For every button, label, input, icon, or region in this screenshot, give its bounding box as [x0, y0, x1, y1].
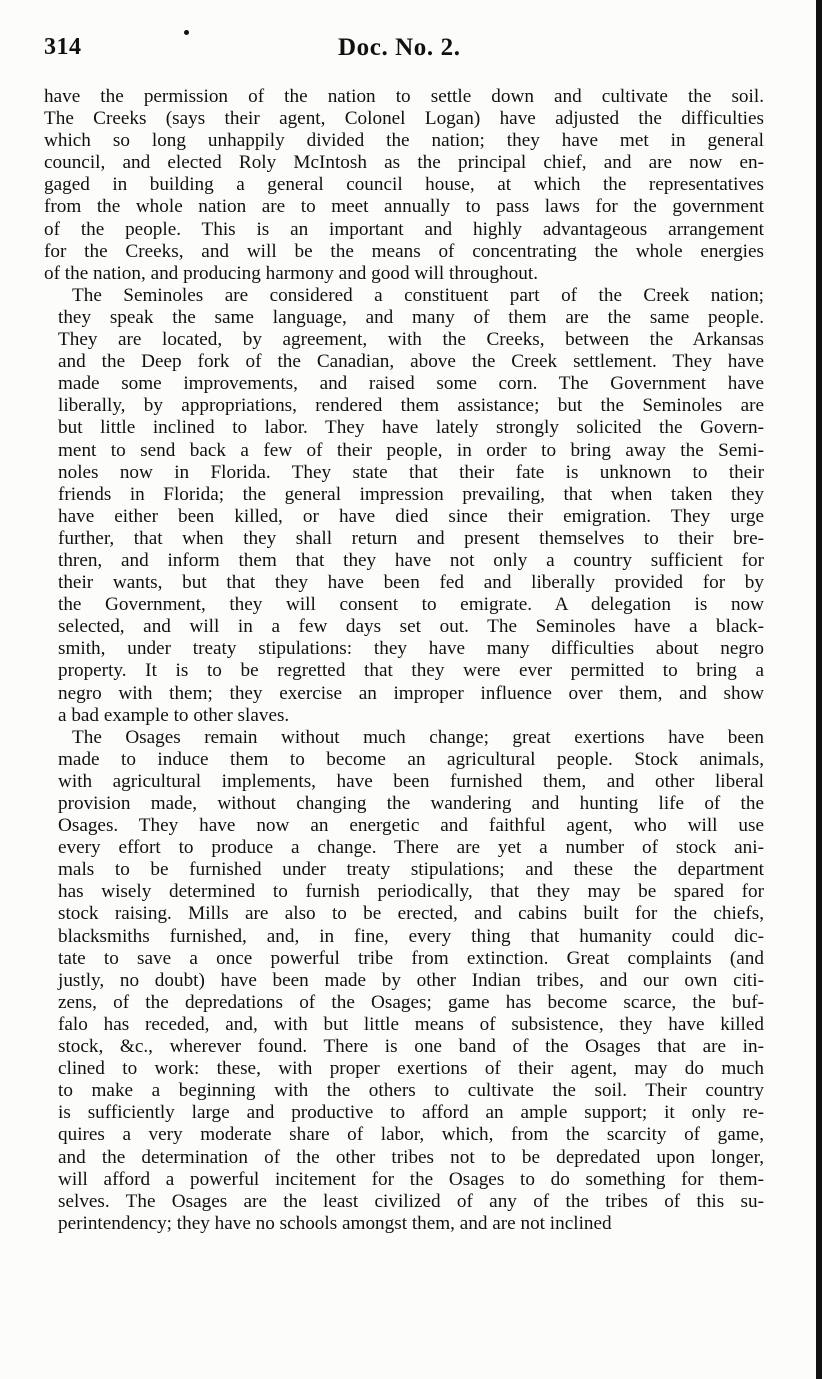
- text-line: Osages. They have now an energetic and faithful agent, who will use: [58, 815, 764, 837]
- text-line: thren, and inform them that they have not only a country sufficient for: [58, 549, 764, 571]
- text-line: friends in Florida; the general impression prevailing, that when taken they: [58, 483, 764, 505]
- text-line: council, and elected Roly McIntosh as the principal chief, and are now en-: [44, 152, 764, 174]
- text-line: blacksmiths furnished, and, in fine, every thing that humanity could dic-: [58, 925, 764, 947]
- text-line: the Government, they will consent to emigrate. A delegation is now: [58, 594, 764, 616]
- text-line: which so long unhappily divided the nation; they have met in general: [44, 130, 764, 152]
- body-text: [44, 86, 764, 1235]
- text-line: has wisely determined to furnish periodically, that they may be spared for: [58, 881, 764, 903]
- text-line: They are located, by agreement, with the Creeks, between the Arkansas: [58, 329, 764, 351]
- text-line: made some improvements, and raised some corn. The Government have: [58, 373, 764, 395]
- text-line: The Creeks (says their agent, Colonel Logan) have adjusted the difficulties: [44, 108, 764, 130]
- text-line: The Osages remain without much change; great exertions have been: [72, 726, 764, 748]
- text-line: mals to be furnished under treaty stipulations; and these the department: [58, 859, 764, 881]
- text-line: a bad example to other slaves.: [58, 704, 290, 726]
- text-line: is sufficiently large and productive to afford an ample support; it only re-: [58, 1102, 764, 1124]
- ink-speck: [184, 30, 189, 35]
- text-line: quires a very moderate share of labor, which, from the scarcity of game,: [58, 1124, 764, 1146]
- text-line: with agricultural implements, have been furnished them, and other liberal: [58, 770, 764, 792]
- text-line: every effort to produce a change. There are yet a number of stock ani-: [58, 837, 764, 859]
- text-line: justly, no doubt) have been made by other Indian tribes, and our own citi-: [58, 969, 764, 991]
- text-line: liberally, by appropriations, rendered them assistance; but the Seminoles are: [58, 395, 764, 417]
- text-line: smith, under treaty stipulations: they have many difficulties about negro: [58, 638, 764, 660]
- scan-edge: [816, 0, 822, 1379]
- text-line: property. It is to be regretted that they were ever permitted to bring a: [58, 660, 764, 682]
- text-line: noles now in Florida. They state that their fate is unknown to their: [58, 461, 764, 483]
- text-line: their wants, but that they have been fed and liberally provided for by: [58, 572, 764, 594]
- text-line: selected, and will in a few days set out. The Seminoles have a black-: [58, 616, 764, 638]
- text-line: and the determination of the other tribes not to be depredated upon longer,: [58, 1146, 764, 1168]
- text-line: selves. The Osages are the least civilized of any of the tribes of this su-: [58, 1190, 764, 1212]
- text-line: further, that when they shall return and present themselves to their bre-: [58, 527, 764, 549]
- text-line: negro with them; they exercise an improper influence over them, and show: [58, 682, 764, 704]
- text-line: for the Creeks, and will be the means of concentrating the whole energies: [44, 240, 764, 262]
- text-line: clined to work: these, with proper exertions of their agent, may do much: [58, 1058, 764, 1080]
- text-line: stock raising. Mills are also to be erected, and cabins built for the chiefs,: [58, 903, 764, 925]
- paragraph: [44, 285, 764, 727]
- text-line: ment to send back a few of their people, in order to bring away the Semi-: [58, 439, 764, 461]
- text-line: falo has receded, and, with but little means of subsistence, they have killed: [58, 1013, 764, 1035]
- text-line: will afford a powerful incitement for the Osages to do something for them-: [58, 1168, 764, 1190]
- text-line: and the Deep fork of the Canadian, above the Creek settlement. They have: [58, 351, 764, 373]
- document-title: Doc. No. 2.: [338, 34, 461, 61]
- text-line: have either been killed, or have died since their emigration. They urge: [58, 505, 764, 527]
- text-line: gaged in building a general council house, at which the representatives: [44, 174, 764, 196]
- text-line: they speak the same language, and many of them are the same people.: [58, 306, 764, 328]
- text-line: tate to save a once powerful tribe from extinction. Great complaints (and: [58, 947, 764, 969]
- page-number: 314: [44, 34, 82, 60]
- text-line: zens, of the depredations of the Osages; game has become scarce, the buf-: [58, 991, 764, 1013]
- text-line: made to induce them to become an agricultural people. Stock animals,: [58, 748, 764, 770]
- text-line: stock, &c., wherever found. There is one band of the Osages that are in-: [58, 1036, 764, 1058]
- page-header: [44, 30, 764, 70]
- paragraph: [44, 727, 764, 1235]
- text-line: provision made, without changing the wandering and hunting life of the: [58, 793, 764, 814]
- paragraph: [44, 86, 764, 285]
- text-line: from the whole nation are to meet annually to pass laws for the government: [44, 196, 764, 218]
- text-line: have the permission of the nation to settle down and cultivate the soil.: [44, 86, 764, 107]
- text-line: of the people. This is an important and highly advantageous arrangement: [44, 218, 764, 240]
- text-line: The Seminoles are considered a constituent part of the Creek nation;: [72, 284, 764, 306]
- text-line: of the nation, and producing harmony and good will throughout.: [44, 262, 538, 284]
- text-line: but little inclined to labor. They have lately strongly solicited the Govern-: [58, 417, 764, 439]
- text-line: perintendency; they have no schools amongst them, and are not inclined: [58, 1212, 612, 1234]
- text-line: to make a beginning with the others to cultivate the soil. Their country: [58, 1080, 764, 1102]
